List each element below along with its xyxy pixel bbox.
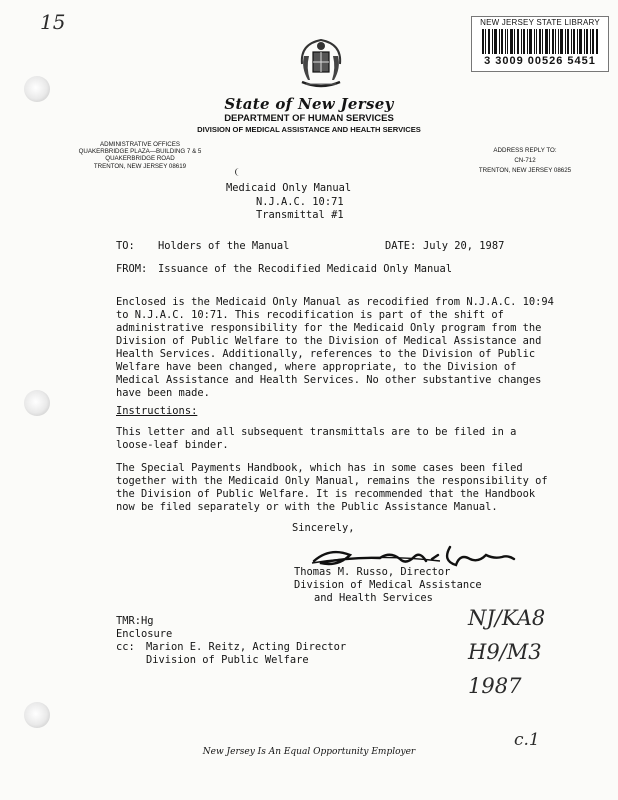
binder-hole-middle xyxy=(24,390,50,416)
right-address-line: ADDRESS REPLY TO: xyxy=(493,147,557,154)
body-line: administrative responsibility for the Medicaid Only program from the xyxy=(116,322,542,334)
subject-transmittal: Transmittal #1 xyxy=(256,209,344,221)
barcode-number: 3 3009 00526 5451 xyxy=(484,55,596,67)
library-name: NEW JERSEY STATE LIBRARY xyxy=(480,18,600,27)
paragraph-recodification xyxy=(116,296,554,400)
library-barcode-label xyxy=(471,16,609,72)
instructions-heading: Instructions: xyxy=(116,405,198,417)
subject-code: N.J.A.C. 10:71 xyxy=(256,195,344,208)
handwritten-call-line1: NJ/KA8 xyxy=(468,606,546,630)
body-line: Welfare have been changed, where appropriate, to the Division of xyxy=(116,361,517,373)
barcode xyxy=(482,29,598,54)
paragraph-handbook xyxy=(116,462,548,514)
cc-label: cc: xyxy=(116,641,135,653)
date-value: July 20, 1987 xyxy=(423,240,505,252)
body-line: to N.J.A.C. 10:71. This recodification is part of the shift of xyxy=(116,309,504,321)
handwritten-copy: c.1 xyxy=(514,730,540,750)
subject-block xyxy=(226,182,351,223)
body-line: The Special Payments Handbook, which has in some cases been filed xyxy=(116,462,523,474)
binder-hole-bottom xyxy=(24,702,50,728)
right-address-line: TRENTON, NEW JERSEY 08625 xyxy=(478,167,572,174)
initials: TMR:Hg xyxy=(116,615,154,627)
right-address-line: CN-712 xyxy=(514,157,536,164)
body-line: have been made. xyxy=(116,387,210,399)
left-address-line: ADMINISTRATIVE OFFICES xyxy=(100,141,180,148)
salutation: Sincerely, xyxy=(292,522,355,534)
left-address-block xyxy=(40,141,240,170)
body-line: the Division of Public Welfare. It is recommended that the Handbook xyxy=(116,488,536,500)
body-line: Medical Assistance and Health Services. No other substantive changes xyxy=(116,374,542,386)
subject-title: Medicaid Only Manual xyxy=(226,182,352,194)
left-address-line: QUAKERBRIDGE ROAD xyxy=(105,155,175,163)
body-line: together with the Medicaid Only Manual, remains the responsibility of xyxy=(116,475,548,487)
enclosure: Enclosure xyxy=(116,628,173,640)
handwritten-call-line2: H9/M3 xyxy=(468,640,542,664)
margin-mark xyxy=(235,168,240,176)
footer-statement: New Jersey Is An Equal Opportunity Employer xyxy=(202,747,416,757)
cc-name: Marion E. Reitz, Acting Director xyxy=(146,641,347,653)
department-name: DEPARTMENT OF HUMAN SERVICES xyxy=(224,113,394,124)
signer-org-line2: and Health Services xyxy=(314,592,433,604)
division-name: DIVISION OF MEDICAL ASSISTANCE AND HEALTH SERVICES xyxy=(197,125,421,134)
signature-text xyxy=(0,0,9,1)
from-label: FROM: xyxy=(116,263,148,275)
page-mark: 15 xyxy=(40,10,66,34)
state-name: State of New Jersey xyxy=(224,95,394,113)
to-label: TO: xyxy=(116,240,135,252)
body-line: Enclosed is the Medicaid Only Manual as recodified from N.J.A.C. 10:94 xyxy=(116,296,554,308)
signer-org-line1: Division of Medical Assistance xyxy=(294,579,482,591)
left-address-line: TRENTON, NEW JERSEY 08619 xyxy=(93,162,187,170)
handwritten-call-line3: 1987 xyxy=(468,674,522,698)
left-address-line: QUAKERBRIDGE PLAZA—BUILDING 7 & 5 xyxy=(78,148,202,156)
body-line: Health Services. Additionally, references to the Division of Public xyxy=(116,348,536,360)
body-line: now be filed separately or with the Public Assistance Manual. xyxy=(116,501,498,513)
body-line: This letter and all subsequent transmittals are to be filed in a xyxy=(116,426,517,438)
cc-org: Division of Public Welfare xyxy=(146,654,309,666)
paragraph-binder xyxy=(116,426,516,452)
signer-name-title: Thomas M. Russo, Director xyxy=(294,566,451,578)
to-value: Holders of the Manual xyxy=(158,240,290,252)
right-address-block xyxy=(450,146,600,176)
state-seal-icon xyxy=(292,34,350,92)
from-value: Issuance of the Recodified Medicaid Only Manual xyxy=(158,263,453,275)
body-line: loose-leaf binder. xyxy=(116,439,229,451)
date-label: DATE: xyxy=(385,240,417,252)
body-line: Division of Public Welfare to the Division of Medical Assistance and xyxy=(116,335,542,347)
